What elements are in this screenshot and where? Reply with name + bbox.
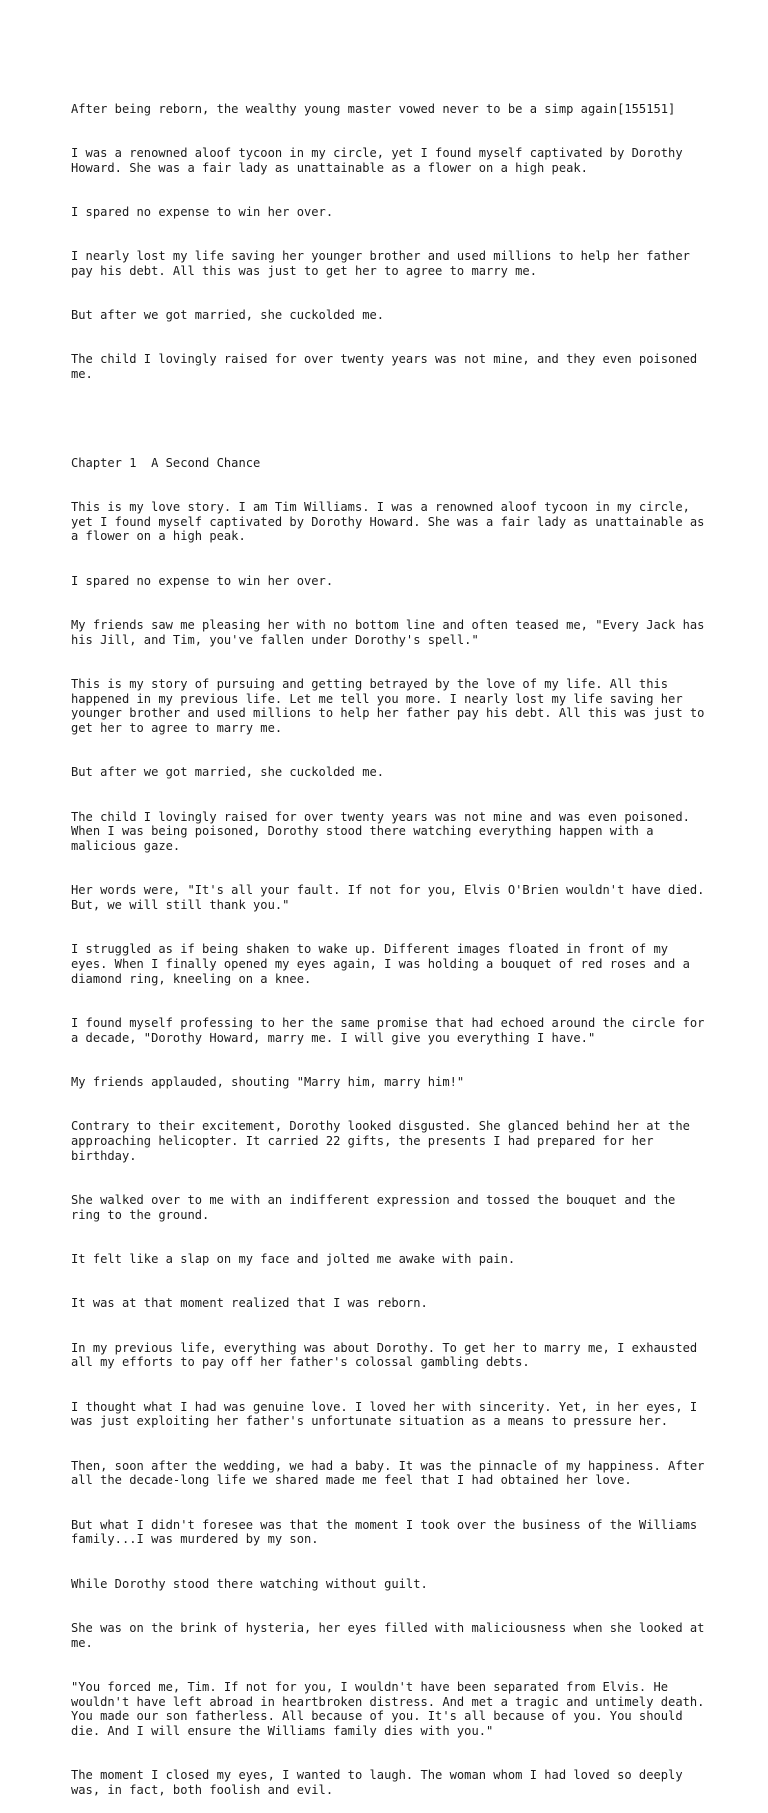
chapter-paragraph: I struggled as if being shaken to wake up. Different images floated in front of my eyes. When I finally opened my eyes again, I was holding a bouquet of red roses and a diamond ring, kneeling on a knee.	[71, 942, 698, 986]
intro-paragraph: The child I lovingly raised for over twenty years was not mine, and they even poisoned me.	[71, 352, 705, 381]
chapter-paragraph: My friends applauded, shouting "Marry him, marry him!"	[71, 1075, 465, 1089]
chapter-paragraph: The moment I closed my eyes, I wanted to laugh. The woman whom I had loved so deeply was, in fact, both foolish and evil.	[71, 1768, 690, 1797]
intro-paragraph: I spared no expense to win her over.	[71, 204, 334, 219]
chapter-heading: Chapter 1 A Second Chance	[71, 455, 261, 470]
chapter-paragraph: But after we got married, she cuckolded me.	[71, 765, 385, 780]
chapter-paragraph: "You forced me, Tim. If not for you, I wouldn't have been separated from Elvis. He wouldn't have left abroad in heartbroken distress. And met a tragic and untimely death. You made our son fatherless. All because of you. It's all because of you. You should die. And I will ensure the Williams family dies with you."	[71, 1679, 712, 1738]
chapter-paragraph: While Dorothy stood there watching without guilt.	[71, 1576, 428, 1591]
intro-paragraph: I nearly lost my life saving her younger brother and used millions to help her father pay his debt. All this was just to get her to agree to marry me.	[71, 249, 698, 278]
chapter-paragraph: She walked over to me with an indifferent expression and tossed the bouquet and the ring to the ground.	[71, 1193, 683, 1222]
document-page	[71, 72, 711, 1813]
chapter-paragraph: This is my love story. I am Tim Williams. I was a renowned aloof tycoon in my circle, yet I found myself captivated by Dorothy Howard. She was a fair lady as unattainable as a flower on a high peak.	[71, 499, 712, 544]
blank-line	[71, 411, 711, 426]
chapter-paragraph: Contrary to their excitement, Dorothy looked disgusted. She glanced behind her at the approaching helicopter. It carried 22 gifts, the presents I had prepared for her birthday.	[71, 1119, 698, 1163]
chapter-paragraph: My friends saw me pleasing her with no bottom line and often teased me, "Every Jack has his Jill, and Tim, you've fallen under Dorothy's spell."	[71, 617, 712, 647]
chapter-paragraph: Her words were, "It's all your fault. If not for you, Elvis O'Brien wouldn't have died. But, we will still thank you."	[71, 883, 712, 912]
chapter-paragraph: I found myself professing to her the same promise that had echoed around the circle for a decade, "Dorothy Howard, marry me. I will give you everything I have."	[71, 1016, 712, 1045]
chapter-paragraph: I spared no expense to win her over.	[71, 573, 334, 588]
chapter-paragraph: Then, soon after the wedding, we had a baby. It was the pinnacle of my happiness. After all the decade-long life we shared made me feel that I had obtained her love.	[71, 1458, 712, 1488]
chapter-paragraph: It was at that moment realized that I was reborn.	[71, 1296, 428, 1311]
intro-title: After being reborn, the wealthy young master vowed never to be a simp again[155151]	[71, 101, 676, 116]
chapter-paragraph: I thought what I had was genuine love. I loved her with sincerity. Yet, in her eyes, I was just exploiting her father's unfortunate situation as a means to pressure her.	[71, 1399, 705, 1429]
chapter-paragraph: But what I didn't foresee was that the moment I took over the business of the Williams family...I was murdered by my son.	[71, 1517, 705, 1547]
chapter-paragraph: She was on the brink of hysteria, her eyes filled with maliciousness when she looked at me.	[71, 1620, 712, 1650]
chapter-paragraph: It felt like a slap on my face and jolted me awake with pain.	[71, 1252, 516, 1266]
intro-paragraph: But after we got married, she cuckolded me.	[71, 308, 385, 322]
intro-paragraph: I was a renowned aloof tycoon in my circle, yet I found myself captivated by Dorothy Howard. She was a fair lady as unattainable as a flower on a high peak.	[71, 145, 690, 175]
chapter-paragraph: In my previous life, everything was about Dorothy. To get her to marry me, I exhausted all my efforts to pay off her father's colossal gambling debts.	[71, 1340, 705, 1370]
chapter-paragraph: The child I lovingly raised for over twenty years was not mine and was even poisoned. When I was being poisoned, Dorothy stood there watching everything happen with a malicious gaze.	[71, 809, 698, 853]
chapter-paragraph: This is my story of pursuing and getting betrayed by the love of my life. All this happened in my previous life. Let me tell you more. I nearly lost my life saving her younger brother and used millions to help her father pay his debt. All this was just to get her to agree to marry me.	[71, 676, 712, 735]
